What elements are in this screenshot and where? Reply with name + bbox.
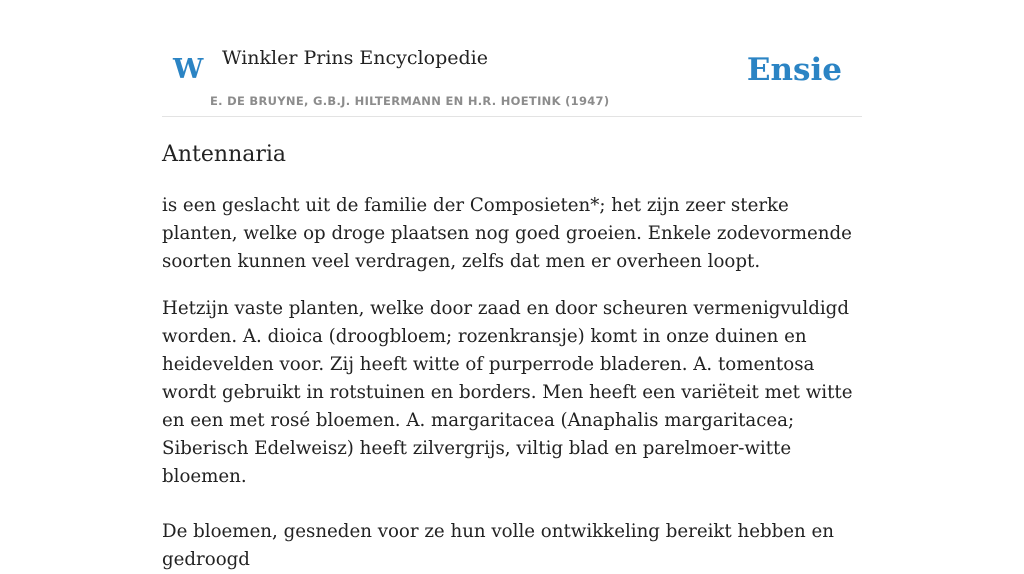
site-header — [162, 0, 862, 117]
article-paragraph: De bloemen, gesneden voor ze hun volle ontwikkeling bereikt hebben en gedroogd — [162, 521, 835, 570]
brand-logo[interactable]: Ensie — [746, 52, 842, 88]
article-paragraph: Hetzijn vaste planten, welke door zaad en door scheuren vermenigvuldigd worden. A. dioica (droogbloem; rozenkransje) komt in onze duinen en heidevelden voor. Zij heeft witte of purperrode bladeren. A. tomentosa wordt gebruikt in rotstuinen en borders. Men heeft een variëteit met witte en een met rosé bloemen. A. margaritacea (Anaphalis margaritacea; Siberisch Edelweisz) heeft zilvergrijs, viltig blad en parelmoer-witte bloemen. — [162, 298, 853, 487]
article — [162, 138, 866, 574]
publication-logo[interactable]: W — [173, 54, 204, 85]
publication-title[interactable]: Winkler Prins Encyclopedie — [222, 47, 488, 69]
publication-authors: E. DE BRUYNE, G.B.J. HILTERMANN EN H.R. HOETINK (1947) — [210, 94, 610, 108]
article-title: Antennaria — [162, 142, 287, 167]
article-paragraph: is een geslacht uit de familie der Composieten*; het zijn zeer sterke planten, welke op droge plaatsen nog goed groeien. Enkele zodevormende soorten kunnen veel verdragen, zelfs dat men er overheen loopt. — [162, 195, 852, 272]
